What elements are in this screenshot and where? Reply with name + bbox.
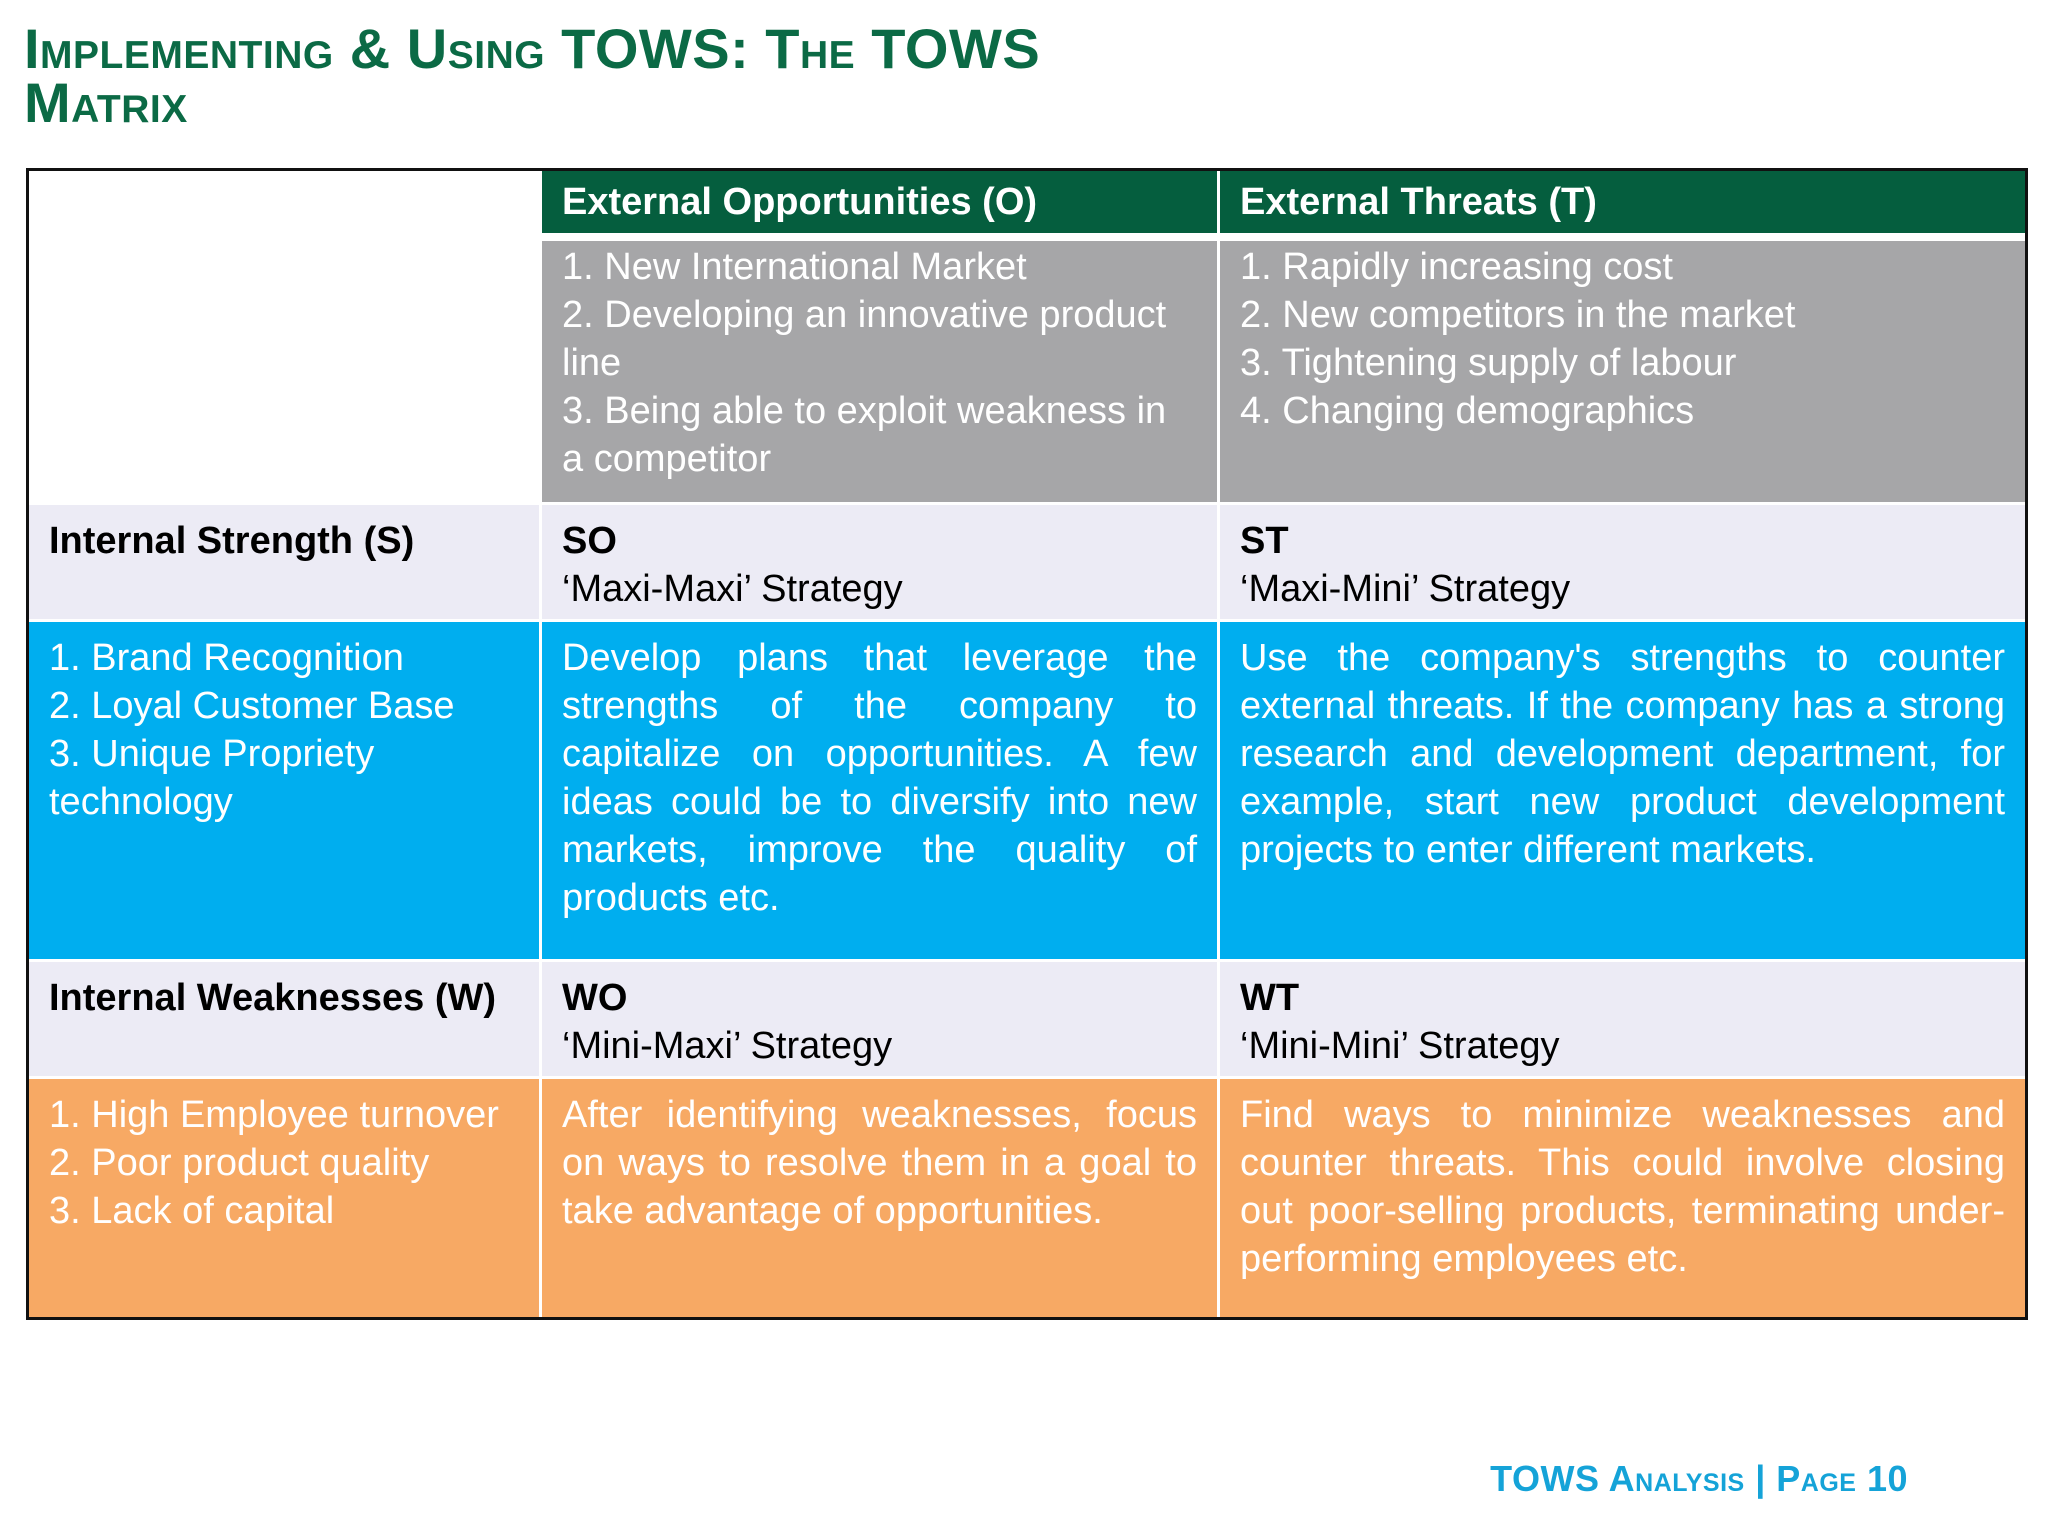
st-code: ST [1240,520,1289,562]
threat-item: 1. Rapidly increasing cost [1240,246,1673,288]
page-footer: TOWS Analysis | Page 10 [1490,1458,1908,1499]
weakness-item: 1. High Employee turnover [49,1094,499,1136]
wt-strategy-title [1217,959,2025,1076]
opportunities-header: External Opportunities (O) [539,171,1217,233]
threat-item: 2. New competitors in the market [1240,294,1796,336]
strength-item: 1. Brand Recognition [49,637,404,679]
tows-matrix [26,168,2028,1320]
st-strategy-description: Use the company's strengths to counter external threats. If the company has a strong research and development department, for example, start new product development projects to enter different markets. [1217,619,2025,959]
matrix-corner-cell [29,171,539,502]
weakness-item: 3. Lack of capital [49,1190,335,1232]
opportunity-item: 1. New International Market [562,246,1027,288]
so-name: ‘Maxi-Maxi’ Strategy [562,568,903,610]
page-title: Implementing & Using TOWS: The TOWS Matrix [24,17,1041,134]
st-name: ‘Maxi-Mini’ Strategy [1240,568,1571,610]
wt-name: ‘Mini-Mini’ Strategy [1240,1025,1560,1067]
header-gap [539,233,1217,241]
strength-item: 2. Loyal Customer Base [49,685,455,727]
strengths-header: Internal Strength (S) [29,502,539,619]
header-gap [1217,233,2025,241]
wt-strategy-description: Find ways to minimize weaknesses and counter threats. This could involve closing out poor-selling products, terminating under-performing employees etc. [1217,1076,2025,1317]
st-strategy-title [1217,502,2025,619]
opportunity-item: 3. Being able to exploit weakness in a competitor [562,390,1167,480]
weakness-item: 2. Poor product quality [49,1142,430,1184]
so-strategy-title [539,502,1217,619]
wo-name: ‘Mini-Maxi’ Strategy [562,1025,893,1067]
opportunities-list [539,241,1217,502]
weaknesses-list [29,1076,539,1317]
opportunity-item: 2. Developing an innovative product line [562,294,1167,384]
strengths-list [29,619,539,959]
threat-item: 3. Tightening supply of labour [1240,342,1737,384]
wo-strategy-description: After identifying weaknesses, focus on ways to resolve them in a goal to take advantage of opportunities. [539,1076,1217,1317]
wo-code: WO [562,977,628,1019]
wo-strategy-title [539,959,1217,1076]
so-code: SO [562,520,617,562]
threat-item: 4. Changing demographics [1240,390,1695,432]
wt-code: WT [1240,977,1300,1019]
weaknesses-header: Internal Weaknesses (W) [29,959,539,1076]
threats-list [1217,241,2025,502]
so-strategy-description: Develop plans that leverage the strengths of the company to capitalize on opportunities. A few ideas could be to diversify into new markets, improve the quality of products etc. [539,619,1217,959]
threats-header: External Threats (T) [1217,171,2025,233]
strength-item: 3. Unique Propriety technology [49,733,375,823]
